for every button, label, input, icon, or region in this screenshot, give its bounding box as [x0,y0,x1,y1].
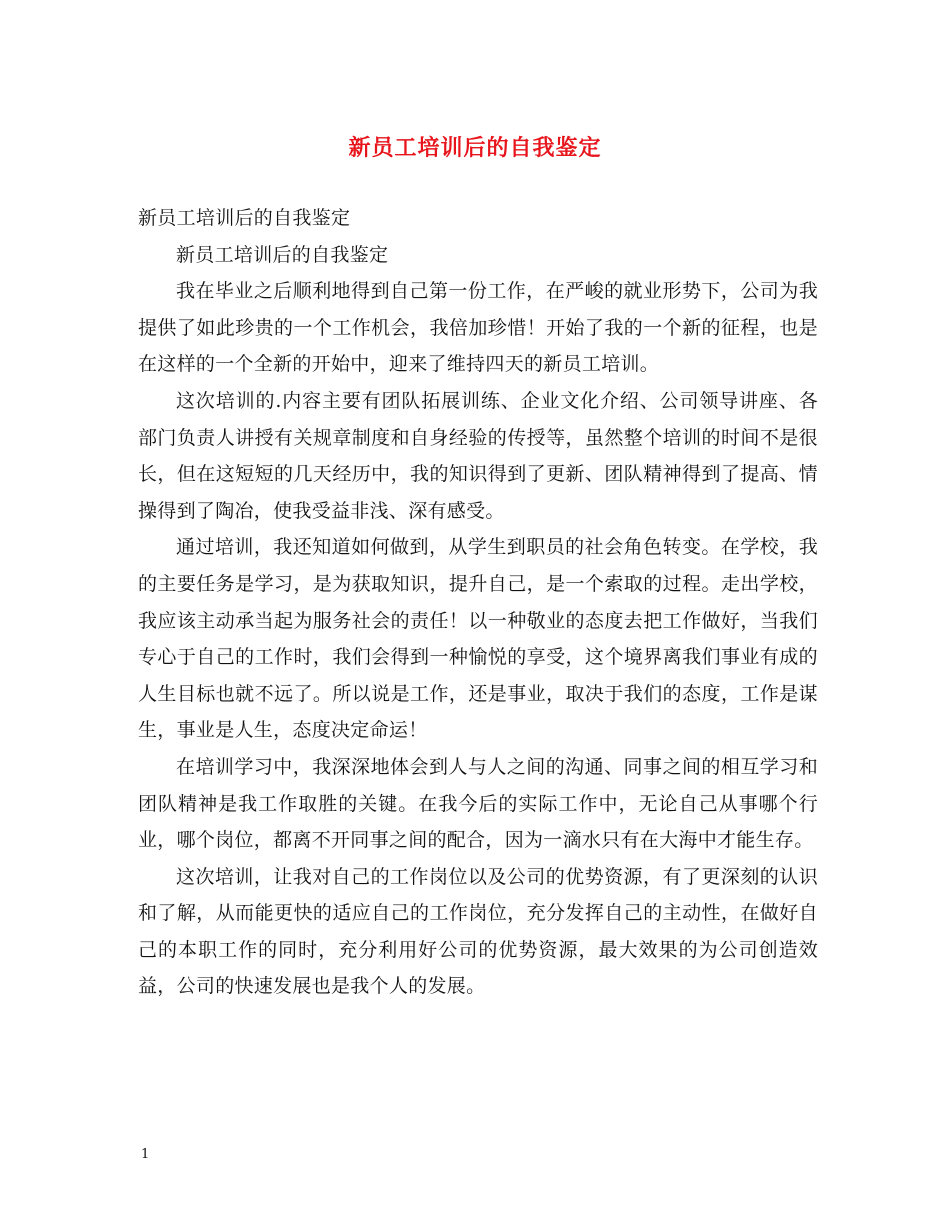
paragraph-subheading: 新员工培训后的自我鉴定 [176,243,389,266]
paragraph-heading: 新员工培训后的自我鉴定 [138,207,351,229]
document-title: 新员工培训后的自我鉴定 [348,135,602,161]
paragraph: 这次培训的.内容主要有团队拓展训练、企业文化介绍、公司领导讲座、各部门负责人讲授有关规章制度和自身经验的传授等，虽然整个培训的时间不是很长，但在这短短的几天经历中，我的知识得到了更新、团队精神得到了提高、情操得到了陶冶，使我受益非浅、深有感受。 [138,389,818,522]
paragraph: 我在毕业之后顺利地得到自己第一份工作，在严峻的就业形势下，公司为我提供了如此珍贵的一个工作机会，我倍加珍惜！开始了我的一个新的征程，也是在这样的一个全新的开始中，迎来了维持四天的新员工培训。 [138,280,818,376]
document-body [138,200,818,1005]
page-number: 1 [141,1147,150,1162]
paragraph: 通过培训，我还知道如何做到，从学生到职员的社会角色转变。在学校，我的主要任务是学习，是为获取知识，提升自己，是一个索取的过程。走出学校，我应该主动承当起为服务社会的责任！以一种敬业的态度去把工作做好，当我们专心于自己的工作时，我们会得到一种愉悦的享受，这个境界离我们事业有成的人生目标也就不远了。所以说是工作，还是事业，取决于我们的态度，工作是谋生，事业是人生，态度决定命运！ [138,536,818,742]
paragraph: 这次培训，让我对自己的工作岗位以及公司的优势资源，有了更深刻的认识和了解，从而能更快的适应自己的工作岗位，充分发挥自己的主动性，在做好自己的本职工作的同时，充分利用好公司的优势资源，最大效果的为公司创造效益，公司的快速发展也是我个人的发展。 [138,865,818,998]
paragraph: 在培训学习中，我深深地体会到人与人之间的沟通、同事之间的相互学习和团队精神是我工作取胜的关键。在我今后的实际工作中，无论自己从事哪个行业，哪个岗位，都离不开同事之间的配合，因为一滴水只有在大海中才能生存。 [138,755,818,852]
